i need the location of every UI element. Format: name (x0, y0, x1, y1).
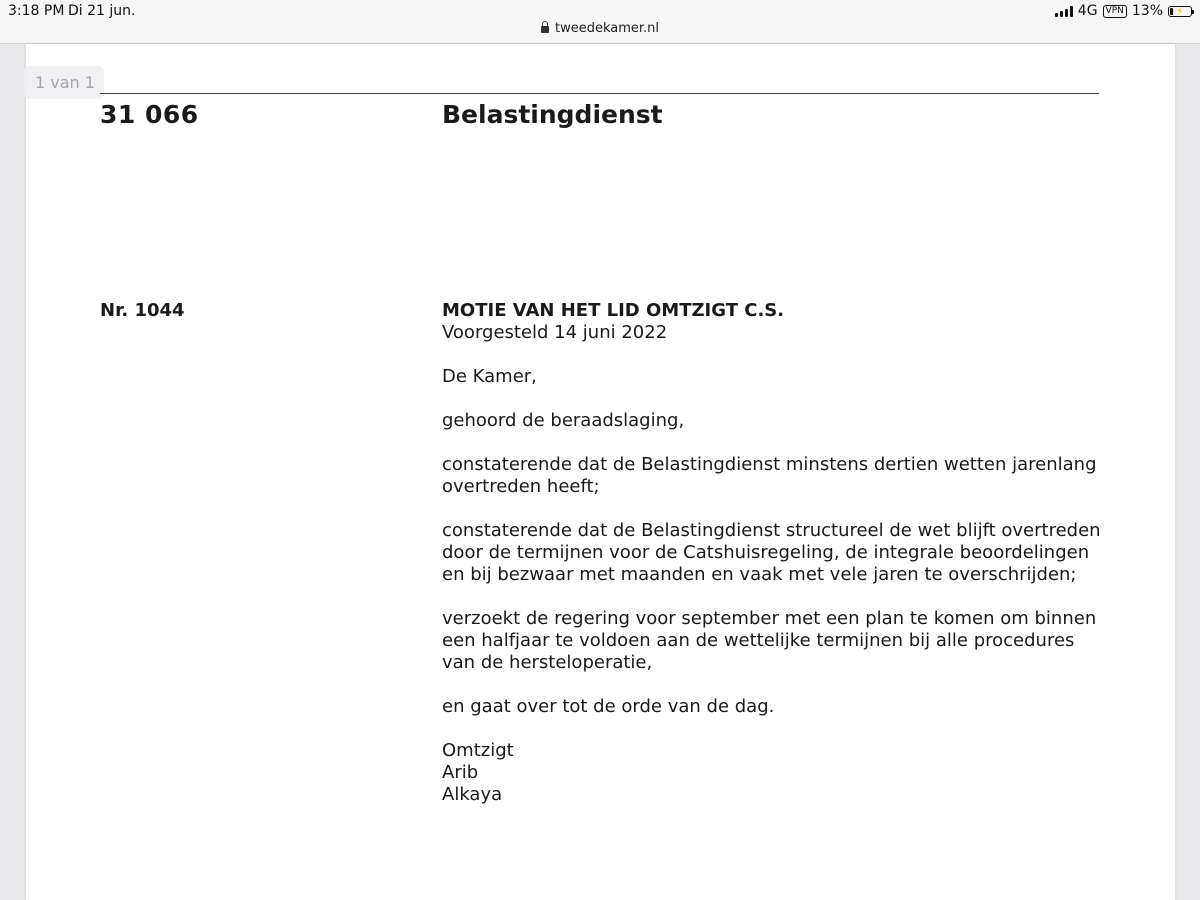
battery-icon (1168, 6, 1192, 17)
signal-icon (1055, 6, 1073, 17)
document-number: Nr. 1044 (100, 300, 185, 321)
dossier-title: Belastingdienst (442, 100, 663, 129)
motion-heading: MOTIE VAN HET LID OMTZIGT C.S. (442, 300, 785, 321)
network-label: 4G (1077, 3, 1098, 19)
signatory: Alkaya (442, 784, 503, 805)
dossier-number: 31 066 (100, 100, 199, 129)
page-indicator: 1 van 1 (24, 66, 104, 99)
header-rule (100, 93, 1099, 94)
status-indicators (1055, 3, 1192, 19)
battery-percent: 13% (1131, 3, 1163, 19)
vpn-icon: VPN (1103, 5, 1127, 18)
battery-fill (1170, 8, 1173, 15)
signatory: Omtzigt (442, 740, 514, 761)
motion-body (442, 300, 1102, 806)
motion-paragraph: verzoekt de regering voor september met een plan te komen om binnen een halfjaar te voldoen aan de wettelijke termijnen bij alle procedures van de hersteloperatie, (442, 608, 1097, 673)
status-bar (0, 0, 1200, 44)
address-bar[interactable] (0, 21, 1200, 36)
charging-icon: ⚡ (1176, 4, 1184, 18)
status-date: Di 21 jun. (68, 3, 136, 19)
proposed-date: Voorgesteld 14 juni 2022 (442, 322, 668, 343)
lock-icon (541, 26, 549, 33)
motion-paragraph: constaterende dat de Belastingdienst structureel de wet blijft overtreden door de termijnen voor de Catshuisregeling, de integrale beoordelingen en bij bezwaar met maanden en vaak met vele jaren te overschrijden; (442, 520, 1101, 585)
status-time: 3:18 PM (8, 3, 65, 19)
url-text: tweedekamer.nl (554, 21, 660, 36)
motion-paragraph: De Kamer, (442, 366, 537, 387)
signatory: Arib (442, 762, 479, 783)
motion-paragraph: gehoord de beraadslaging, (442, 410, 685, 431)
motion-paragraph: en gaat over tot de orde van de dag. (442, 696, 775, 717)
motion-paragraph: constaterende dat de Belastingdienst minstens dertien wetten jarenlang overtreden heeft; (442, 454, 1097, 497)
